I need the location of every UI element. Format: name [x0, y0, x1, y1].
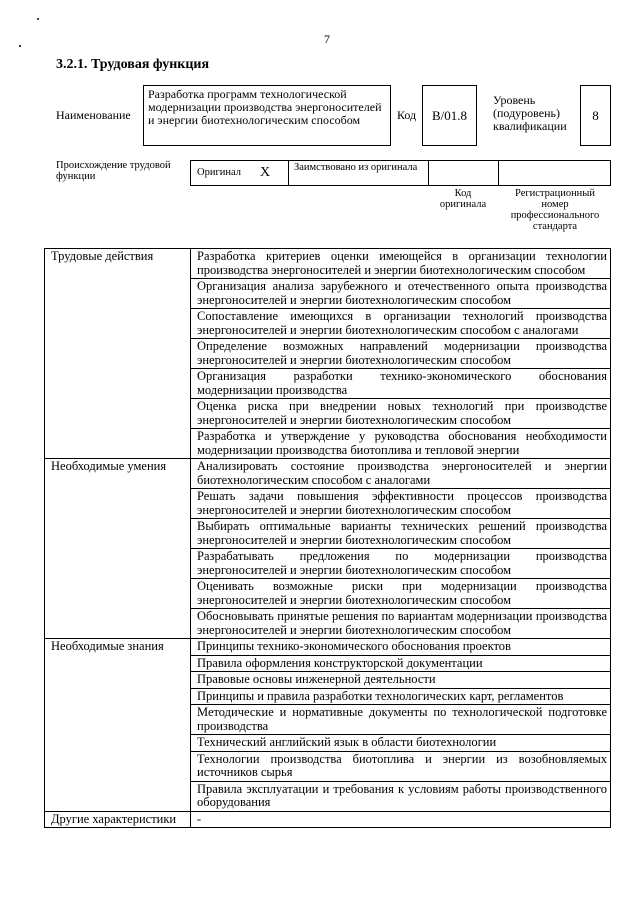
- table-cell: Оценивать возможные риски при модернизации производства энергоносителей и энергии биотехнологическим способом: [191, 579, 611, 609]
- section-heading: Необходимые умения: [45, 459, 191, 639]
- table-cell: Сопоставление имеющихся в организации технологий производства энергоносителей и энергии биотехнологическим способом с аналогами: [191, 309, 611, 339]
- table-cell: Обосновывать принятые решения по вариантам модернизации производства энергоносителей и энергии биотехнологическим способом: [191, 609, 611, 639]
- table-cell: Правовые основы инженерной деятельности: [191, 672, 611, 689]
- level-label: Уровень (подуровень) квалификации: [493, 93, 567, 133]
- section-heading: Необходимые знания: [45, 639, 191, 812]
- table-cell: Технический английский язык в области биотехнологии: [191, 735, 611, 752]
- table-cell: Организация анализа зарубежного и отечественного опыта производства энергоносителей и энергии биотехнологическим способом: [191, 279, 611, 309]
- page-number: 7: [324, 32, 330, 46]
- name-value: Разработка программ технологической модернизации производства энергоносителей и энергии биотехнологическим способом: [148, 87, 382, 127]
- table-row: [45, 811, 611, 828]
- level-value: 8: [592, 108, 599, 123]
- origin-divider: [428, 160, 429, 186]
- table-cell: Решать задачи повышения эффективности процессов производства энергоносителей и энергии биотехнологическим способом: [191, 489, 611, 519]
- table-cell: -: [191, 811, 611, 828]
- table-cell: Анализировать состояние производства энергоносителей и энергии биотехнологическим способом с аналогами: [191, 459, 611, 489]
- borrowed-label: Заимствовано из оригинала: [294, 162, 418, 173]
- origin-divider: [498, 160, 499, 186]
- name-label: Наименование: [56, 108, 131, 122]
- table-cell: Технологии производства биотоплива и энергии из возобновляемых источников сырья: [191, 751, 611, 781]
- table-cell: Принципы технико-экономического обоснования проектов: [191, 639, 611, 656]
- scan-speck: [19, 45, 21, 47]
- origin-label: Происхождение трудовой функции: [56, 160, 171, 182]
- name-value-box: [143, 85, 391, 146]
- scan-speck: [37, 18, 39, 20]
- code-value-box: [422, 85, 477, 146]
- table-cell: Разработка и утверждение у руководства обоснования необходимости модернизации производства биотоплива и тепловой энергии: [191, 429, 611, 459]
- section-title: 3.2.1. Трудовая функция: [56, 57, 210, 72]
- code-value: B/01.8: [431, 108, 468, 123]
- function-table: [44, 248, 611, 828]
- reg-caption: Регистрационный номер профессионального стандарта: [510, 188, 600, 232]
- table-cell: Оценка риска при внедрении новых технологий при производстве энергоносителей и энергии биотехнологическим способом: [191, 399, 611, 429]
- code-caption: Код оригинала: [439, 188, 487, 210]
- table-cell: Разработка критериев оценки имеющейся в организации технологии производства энергоносителей и энергии биотехнологическим способом: [191, 249, 611, 279]
- table-cell: Принципы и правила разработки технологических карт, регламентов: [191, 688, 611, 705]
- section-heading: Другие характеристики: [45, 811, 191, 828]
- table-row: [45, 459, 611, 489]
- level-value-box: [580, 85, 611, 146]
- table-row: [45, 249, 611, 279]
- table-cell: Правила эксплуатации и требования к условиям работы производственного оборудования: [191, 781, 611, 811]
- original-label: Оригинал: [197, 167, 241, 178]
- table-cell: Выбирать оптимальные варианты технических решений производства энергоносителей и энергии биотехнологическим способом: [191, 519, 611, 549]
- code-label: Код: [397, 108, 417, 122]
- section-heading: Трудовые действия: [45, 249, 191, 459]
- table-cell: Разрабатывать предложения по модернизации производства энергоносителей и энергии биотехнологическим способом: [191, 549, 611, 579]
- table-row: [45, 639, 611, 656]
- table-cell: Организация разработки технико-экономического обоснования модернизации производства: [191, 369, 611, 399]
- original-mark: X: [260, 165, 271, 180]
- origin-divider: [288, 160, 289, 186]
- table-cell: Методические и нормативные документы по технологической подготовке производства: [191, 705, 611, 735]
- table-cell: Определение возможных направлений модернизации производства энергоносителей и энергии биотехнологическим способом: [191, 339, 611, 369]
- table-cell: Правила оформления конструкторской документации: [191, 655, 611, 672]
